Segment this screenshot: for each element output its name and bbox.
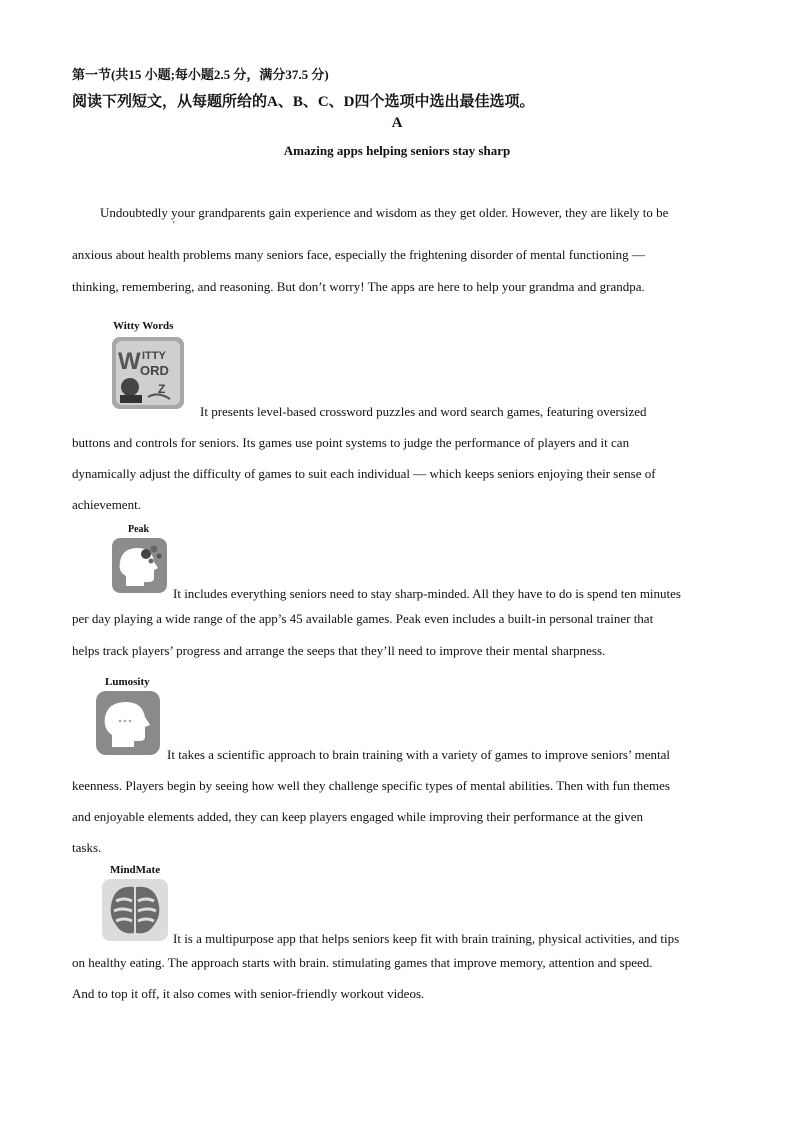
mindmate-brain-icon: [102, 879, 168, 941]
mindmate-line-1: It is a multipurpose app that helps seniors keep fit with brain training, physical activities, and tips: [173, 931, 680, 946]
witty-words-icon: [112, 337, 184, 409]
lumosity-line-2: keenness. Players begin by seeing how well they challenge specific types of mental abilities. Then with fun themes: [72, 778, 670, 793]
mindmate-line-2: on healthy eating. The approach starts with brain. stimulating games that improve memory, attention and speed.: [72, 955, 653, 970]
peak-line-2: per day playing a wide range of the app’s 45 available games. Peak even includes a built-in personal trainer that: [72, 611, 654, 626]
witty-words-line-1: It presents level-based crossword puzzles and word search games, featuring oversized: [200, 404, 647, 419]
lumosity-line-4: tasks.: [72, 840, 102, 855]
stray-mark: ': [173, 220, 175, 231]
svg-text:ITTY: ITTY: [142, 350, 166, 362]
passage-title: Amazing apps helping seniors stay sharp: [283, 143, 511, 158]
passage-letter: A: [391, 115, 403, 131]
witty-words-line-4: achievement.: [72, 497, 141, 512]
intro-line-1: Undoubtedly your grandparents gain experience and wisdom as they get older. However, they are likely to be: [100, 205, 669, 220]
app-name-mindmate: MindMate: [110, 864, 161, 876]
peak-head-icon: [112, 538, 167, 593]
intro-line-2: anxious about health problems many seniors face, especially the frightening disorder of mental functioning —: [72, 247, 645, 262]
instructions: 阅读下列短文，从每题所给的A、B、C、D四个选项中选出最佳选项。: [72, 94, 535, 110]
witty-words-line-2: buttons and controls for seniors. Its games use point systems to judge the performance of players and it can: [72, 435, 630, 450]
peak-line-1: It includes everything seniors need to stay sharp-minded. All they have to do is spend ten minutes: [173, 586, 681, 601]
peak-line-3: helps track players’ progress and arrange the seeps that they’ll need to improve their mental sharpness.: [72, 643, 606, 658]
witty-words-line-3: dynamically adjust the difficulty of games to suit each individual — which keeps seniors enjoying their sense of: [72, 466, 656, 481]
section-heading: 第一节(共15 小题;每小题2.5 分，满分37.5 分): [72, 67, 329, 82]
app-name-peak: Peak: [128, 524, 150, 535]
app-name-witty-words: Witty Words: [113, 320, 174, 332]
mindmate-line-3: And to top it off, it also comes with senior-friendly workout videos.: [72, 986, 425, 1001]
lumosity-line-3: and enjoyable elements added, they can keep players engaged while improving their performance at the given: [72, 809, 644, 824]
svg-text:W: W: [118, 348, 141, 375]
app-name-lumosity: Lumosity: [105, 676, 150, 688]
svg-text:ORD: ORD: [140, 363, 169, 378]
intro-line-3: thinking, remembering, and reasoning. But don’t worry! The apps are here to help your grandma and grandpa.: [72, 279, 645, 294]
svg-text:Z: Z: [158, 382, 166, 396]
lumosity-line-1: It takes a scientific approach to brain training with a variety of games to improve seniors’ mental: [167, 747, 670, 762]
lumosity-head-icon: [96, 691, 160, 755]
